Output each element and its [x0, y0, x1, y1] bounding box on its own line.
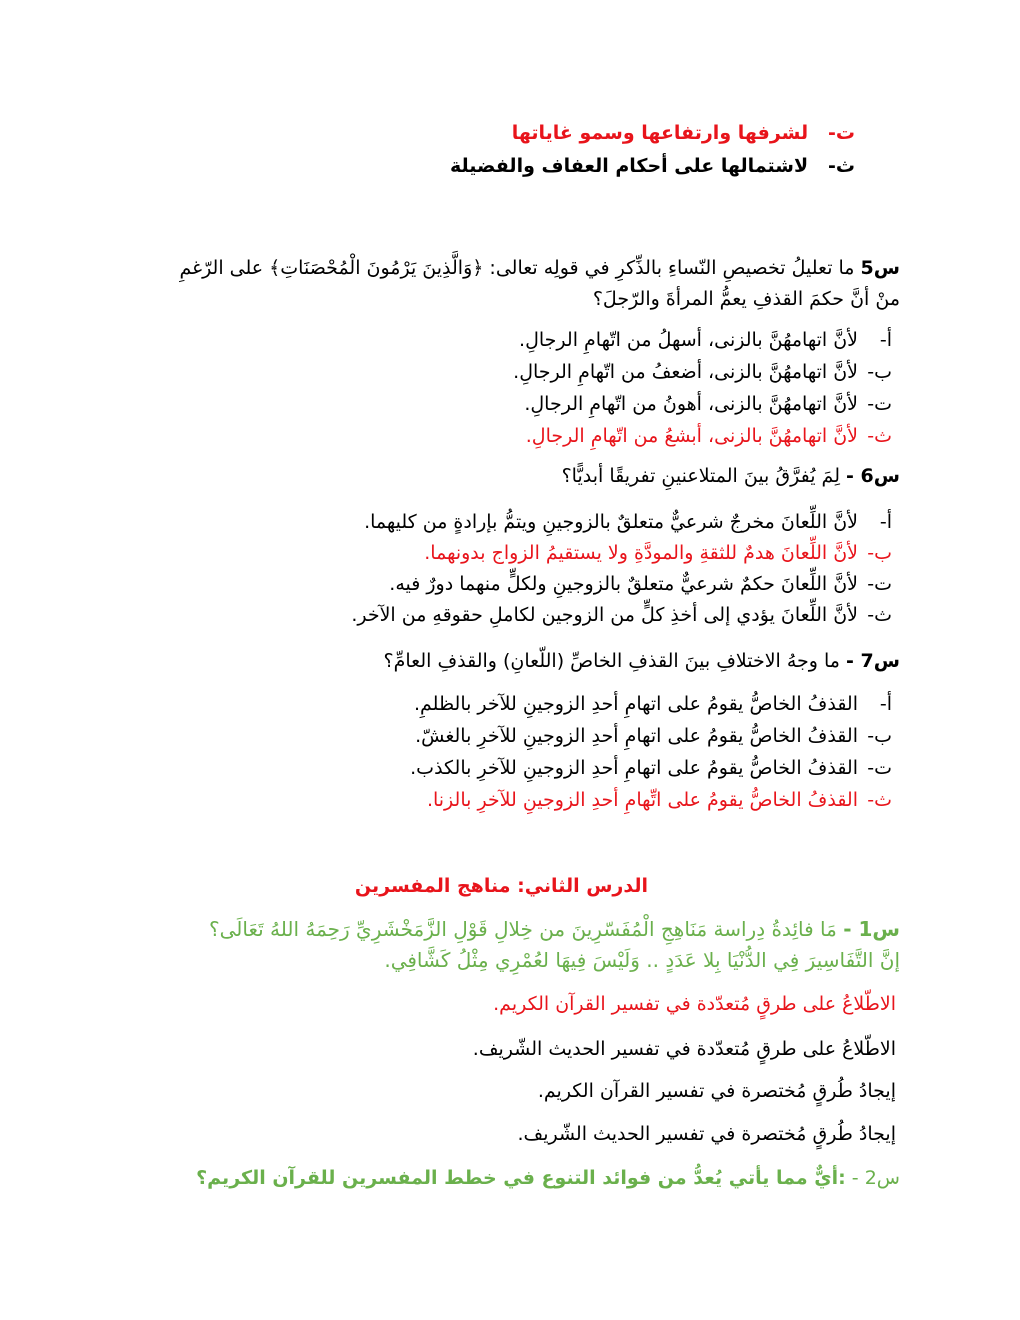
q5-option-c[interactable]: [524, 390, 892, 418]
option-text: لأنَّ اللِّعانَ حكمٌ شرعيٌّ متعلقٌ بالزوجينِ ولكلٍّ منهما دورٌ فيه.: [389, 573, 858, 595]
option-text: لأنَّ اتهامهُنَّ بالزنى، أضعفُ من اتّهامِ الرجالِ.: [513, 361, 858, 383]
option-marker: ث-: [828, 155, 855, 177]
q6-option-a[interactable]: [364, 508, 892, 536]
option-marker: ب-: [867, 725, 892, 747]
question-7: [384, 647, 900, 675]
question-number: س7 -: [846, 650, 900, 672]
question-5: [179, 254, 900, 282]
question-number: س6 -: [846, 465, 900, 487]
option-text: لأنَّ اللِّعانَ هدمٌ للثقةِ والمودَّةِ ولا يستقيمُ الزواج بدونهما.: [424, 542, 858, 564]
question-6: [562, 462, 900, 490]
q7-option-b[interactable]: [415, 722, 892, 750]
option-marker: أ-: [879, 693, 892, 715]
question-text: ما وجهُ الاختلافِ بينَ القذفِ الخاصِّ (اللّعانِ) والقذفِ العامِّ؟: [383, 650, 840, 672]
lesson2-q1-option-b[interactable]: الاطّلاعُ على طرقٍ مُتعدّدة في تفسير الحديث الشّريف.: [472, 1038, 896, 1060]
option-marker: ت-: [867, 573, 892, 595]
q7-option-a[interactable]: [414, 690, 892, 718]
option-text: القذفُ الخاصُّ يقومُ على اتهامِ أحدِ الزوجينِ للآخرِ بالكذب.: [410, 757, 858, 779]
option-marker: أ-: [879, 511, 892, 533]
lesson2-question-1: [209, 915, 900, 943]
lesson-2-title: الدرس الثاني: مناهج المفسرين: [354, 875, 648, 897]
option-text: لأنَّ اتهامهُنَّ بالزنى، أبشعُ من اتّهامِ الرجالِ.: [525, 425, 858, 447]
option-marker: ت-: [828, 122, 855, 144]
option-text: القذفُ الخاصُّ يقومُ على اتهامِ أحدِ الزوجينِ للآخر بالظلمِ.: [413, 693, 858, 715]
q7-option-d-correct[interactable]: [427, 786, 892, 814]
option-marker: ث-: [867, 789, 892, 811]
intro-option-t: [512, 119, 855, 147]
option-text: لأنَّ اللِّعانَ يؤدي إلى أخذِ كلٍّ من الزوجين لكاملِ حقوقهِ من الآخر.: [351, 604, 858, 626]
option-text: القذفُ الخاصُّ يقومُ على اتهامِ أحدِ الزوجينِ للآخرِ بالغشّ.: [415, 725, 858, 747]
option-text: لشرفها وارتفاعها وسمو غاياتها: [511, 122, 809, 144]
q6-option-b-correct[interactable]: [424, 539, 892, 567]
option-text: لاشتمالها على أحكام العفاف والفضيلة: [450, 155, 809, 177]
q6-option-d[interactable]: [351, 601, 892, 629]
question-text: مَا فائِدةُ دِراسة مَنَاهِجِ الْمُفَسّرِينَ من خِلالِ قَوْلِ الزَّمَخْشَرِيِّ رَحِمَهُ اللهُ تَعَالَى؟: [208, 917, 837, 941]
lesson2-question-2: [196, 1164, 900, 1192]
q7-option-c[interactable]: [410, 754, 892, 782]
option-marker: ب-: [867, 542, 892, 564]
option-marker: ب-: [867, 361, 892, 383]
question-number: س1 -: [843, 917, 900, 941]
question-number: س2 -: [851, 1167, 900, 1189]
option-text: لأنَّ اللِّعانَ مخرجٌ شرعيٌّ متعلقٌ بالزوجينِ ويتمُّ بإرادةٍ من كليهما.: [364, 511, 858, 533]
question-number: س5: [860, 257, 900, 279]
option-text: لأنَّ اتهامهُنَّ بالزنى، أسهلُ من اتّهامِ الرجالِ.: [519, 329, 858, 351]
question-text: :أيٌّ مما يأتي يُعدُّ من فوائد التنوع في خطط المفسرين للقرآن الكريم؟: [196, 1167, 846, 1189]
option-marker: أ-: [879, 329, 892, 351]
q5-option-d-correct[interactable]: [526, 422, 892, 450]
lesson2-q1-option-c[interactable]: إيجادُ طُرقٍ مُختصرة في تفسير القرآن الكريم.: [537, 1080, 896, 1102]
lesson2-question-1-verse: إنَّ التَّفَاسِيرَ فِي الدُّنْيَا بِلا عَدَدٍ .. وَلَيْسَ فِيهَا لعُمْرِي مِثْلُ كَشَّافِي.: [384, 948, 900, 972]
q5-option-b[interactable]: [513, 358, 892, 386]
q5-option-a[interactable]: [519, 326, 892, 354]
question-text: لِمَ يُفرَّقُ بينَ المتلاعنينِ تفريقًا أبديًّا؟: [561, 465, 840, 487]
question-text: ما تعليلُ تخصيصِ النّساءِ بالذِّكرِ في قولِه تعالى: ﴿وَالَّذِينَ يَرْمُونَ الْمُحْصَنَاتِ﴾ على الرّغمِ: [179, 257, 855, 279]
question-5-line2: منْ أنَّ حكمَ القذفِ يعمُّ المرأةَ والرّجلَ؟: [592, 288, 900, 310]
option-marker: ت-: [867, 757, 892, 779]
option-marker: ت-: [867, 393, 892, 415]
q6-option-c[interactable]: [389, 570, 892, 598]
lesson2-q1-option-d[interactable]: إيجادُ طُرقٍ مُختصرة في تفسير الحديث الشّريف.: [517, 1123, 896, 1145]
option-text: لأنَّ اتهامهُنَّ بالزنى، أهونُ من اتّهامِ الرجالِ.: [524, 393, 858, 415]
option-marker: ث-: [867, 425, 892, 447]
option-marker: ث-: [867, 604, 892, 626]
option-text: القذفُ الخاصُّ يقومُ على اتِّهامِ أحدِ الزوجينِ للآخرِ بالزنا.: [426, 789, 858, 811]
intro-option-th: [450, 152, 855, 180]
lesson2-q1-option-a-correct[interactable]: الاطّلاعُ على طرقٍ مُتعدّدة في تفسير القرآن الكريم.: [493, 993, 896, 1015]
